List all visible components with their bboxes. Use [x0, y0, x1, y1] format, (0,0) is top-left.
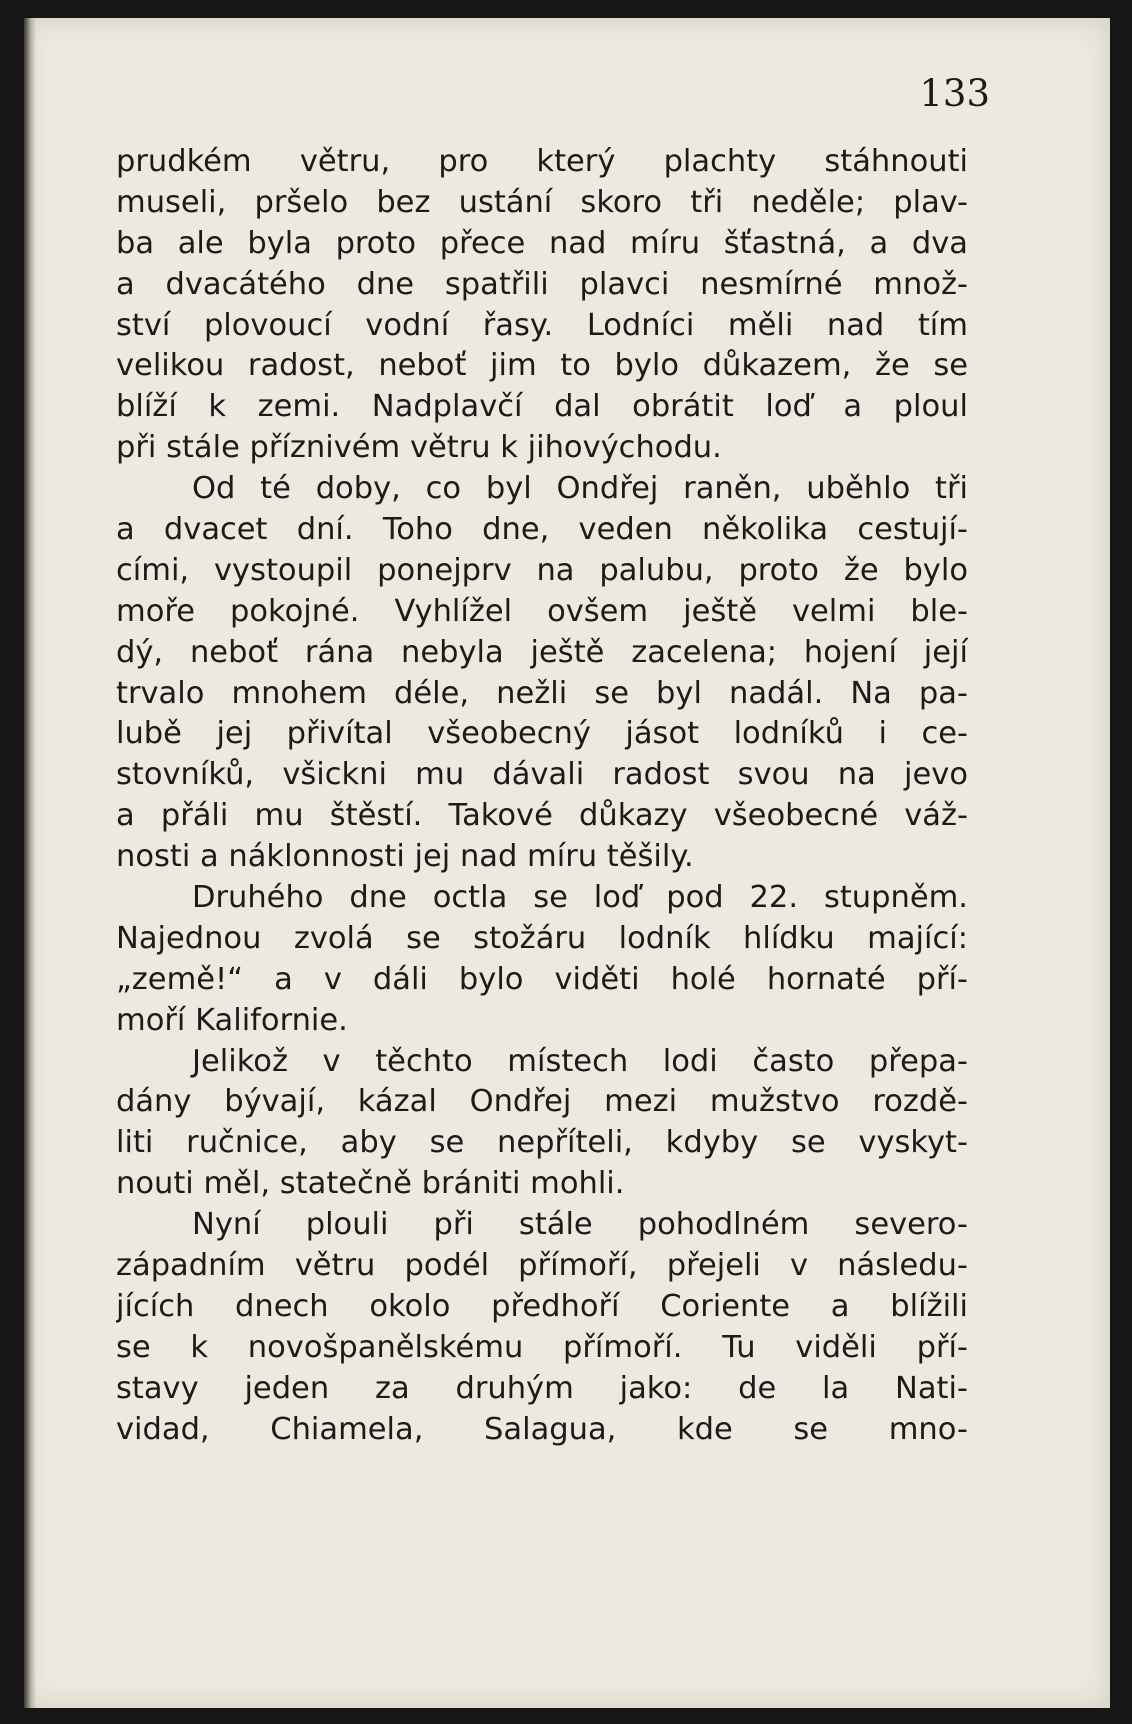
text-line: dý, neboť rána nebyla ještě zacelena; hojení její [116, 634, 968, 670]
text-line: trvalo mnohem déle, nežli se byl nadál. Na pa- [116, 675, 968, 711]
text-line: ba ale byla proto přece nad míru šťastná, a dva [116, 225, 968, 261]
page-gutter-shadow [24, 18, 36, 1708]
text-line: Druhého dne octla se loď pod 22. stupněm. [192, 880, 968, 916]
text-line: museli, pršelo bez ustání skoro tři neděle; plav- [116, 184, 968, 220]
text-line: velikou radost, neboť jim to bylo důkazem, že se [116, 348, 968, 384]
text-line: a dvacet dní. Toho dne, veden několika cestují- [116, 512, 968, 548]
text-line: západním větru podél přímoří, přejeli v následu- [116, 1248, 968, 1284]
text-line: liti ručnice, aby se nepříteli, kdyby se vyskyt- [116, 1125, 968, 1161]
body-text [116, 142, 968, 1451]
text-line: Jelikož v těchto místech lodi často přepa- [192, 1043, 968, 1079]
text-line: při stále příznivém větru k jihovýchodu. [116, 430, 722, 466]
text-line: se k novošpanělskému přímoří. Tu viděli pří- [116, 1329, 968, 1365]
text-line: a dvacátého dne spatřili plavci nesmírné množ- [116, 266, 968, 302]
text-line: Od té doby, co byl Ondřej raněn, uběhlo tři [192, 471, 968, 507]
text-line: Najednou zvolá se stožáru lodník hlídku mající: [116, 920, 968, 956]
text-line: Nyní plouli při stále pohodlném severo- [192, 1207, 968, 1243]
text-line: „země!“ a v dáli bylo viděti holé hornaté pří- [116, 961, 968, 997]
text-line: lubě jej přivítal všeobecný jásot lodníků i ce- [116, 716, 968, 752]
text-line: prudkém větru, pro který plachty stáhnouti [116, 144, 968, 179]
page-number: 133 [919, 72, 990, 115]
text-line: dány bývají, kázal Ondřej mezi mužstvo rozdě- [116, 1084, 968, 1120]
text-line: blíží k zemi. Nadplavčí dal obrátit loď a ploul [116, 389, 968, 425]
text-line: ství plovoucí vodní řasy. Lodníci měli nad tím [116, 307, 968, 343]
text-line: moře pokojné. Vyhlížel ovšem ještě velmi ble- [116, 593, 968, 629]
text-line: stovníků, všickni mu dávali radost svou na jevo [116, 757, 968, 793]
text-line: stavy jeden za druhým jako: de la Nati- [116, 1370, 968, 1406]
text-line: moří Kalifornie. [116, 1002, 348, 1038]
text-line: jících dnech okolo předhoří Coriente a blížili [116, 1288, 968, 1324]
text-line: cími, vystoupil ponejprv na palubu, proto že bylo [116, 552, 968, 588]
text-line: a přáli mu štěstí. Takové důkazy všeobecné váž- [116, 798, 968, 834]
text-line: vidad, Chiamela, Salagua, kde se mno- [116, 1411, 968, 1447]
text-line: nosti a náklonnosti jej nad míru těšily. [116, 839, 694, 875]
text-line: nouti měl, statečně brániti mohli. [116, 1166, 625, 1202]
book-page [24, 18, 1110, 1708]
